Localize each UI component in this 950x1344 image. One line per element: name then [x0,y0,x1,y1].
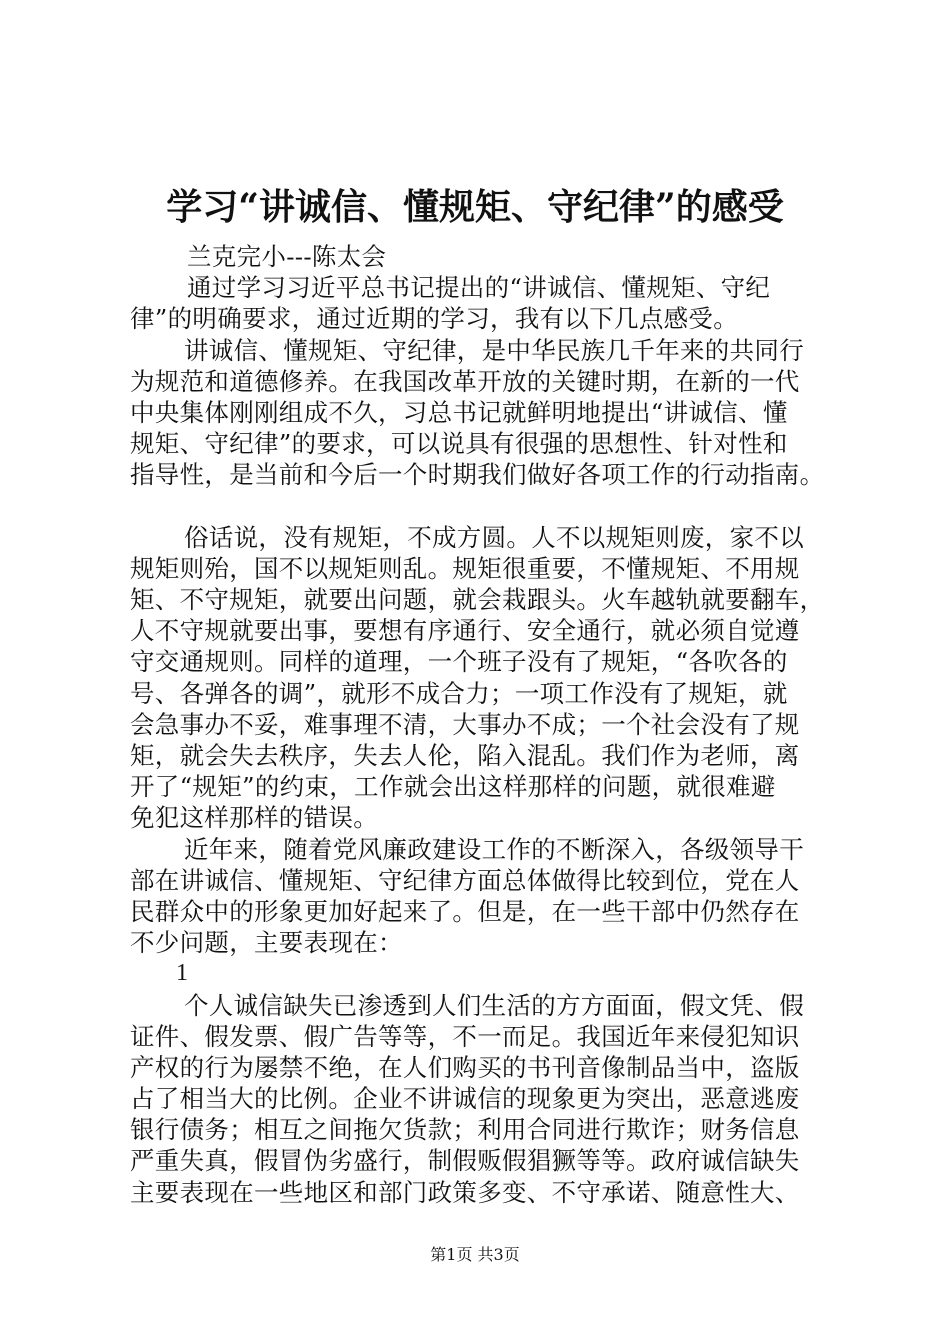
paragraph-line: 证件、假发票、假广告等等，不一而足。我国近年来侵犯知识 [130,1021,800,1051]
paragraph-line: 免犯这样那样的错误。 [130,803,378,833]
paragraph-line: 近年来，随着党风廉政建设工作的不断深入，各级领导干 [184,834,804,864]
paragraph-line: 中央集体刚刚组成不久，习总书记就鲜明地提出“讲诚信、懂 [130,397,788,427]
page-footer: 第1页 共3页 [430,1245,520,1264]
paragraph-line: 产权的行为屡禁不绝，在人们购买的书刊音像制品当中，盗版 [130,1052,800,1082]
paragraph-line: 开了“规矩”的约束，工作就会出这样那样的问题，就很难避 [130,772,776,802]
document-title: 学习“讲诚信、懂规矩、守纪律”的感受 [166,186,784,228]
paragraph-line: 矩，就会失去秩序，失去人伦，陷入混乱。我们作为老师，离 [130,741,800,770]
paragraph-line: 俗话说，没有规矩，不成方圆。人不以规矩则废，家不以 [184,522,804,552]
paragraph-line: 守交通规则。同样的道理，一个班子没有了规矩，“各吹各的 [130,647,788,677]
paragraph-line: 律”的明确要求，通过近期的学习，我有以下几点感受。 [130,304,739,334]
paragraph-line: 银行债务；相互之间拖欠货款；利用合同进行欺诈；财务信息 [130,1115,800,1145]
paragraph-line: 占了相当大的比例。企业不讲诚信的现象更为突出，恶意逃废 [130,1084,800,1114]
paragraph-line: 个人诚信缺失已渗透到人们生活的方方面面，假文凭、假 [184,990,804,1020]
paragraph-line: 会急事办不妥，难事理不清，大事办不成；一个社会没有了规 [130,709,800,739]
paragraph-line: 规矩则殆，国不以规矩则乱。规矩很重要，不懂规矩、不用规 [130,553,800,583]
paragraph-line: 规矩、守纪律”的要求，可以说具有很强的思想性、针对性和 [130,429,788,459]
paragraph-spacer [130,491,835,522]
section-number: 1 [176,960,189,987]
paragraph-line: 人不守规就要出事，要想有序通行、安全通行，就必须自觉遵 [130,616,800,646]
paragraph-line: 通过学习习近平总书记提出的“讲诚信、懂规矩、守纪 [187,273,771,303]
paragraph-line: 矩、不守规矩，就要出问题，就会栽跟头。火车越轨就要翻车， [130,585,825,615]
paragraph-line: 讲诚信、懂规矩、守纪律，是中华民族几千年来的共同行 [184,335,804,365]
paragraph-line: 为规范和道德修养。在我国改革开放的关键时期，在新的一代 [130,366,800,396]
document-body [130,241,835,1208]
paragraph-line: 指导性，是当前和今后一个时期我们做好各项工作的行动指南。 [130,460,825,490]
paragraph-line: 部在讲诚信、懂规矩、守纪律方面总体做得比较到位，党在人 [130,865,800,895]
paragraph-line: 主要表现在一些地区和部门政策多变、不守承诺、随意性大、 [130,1177,800,1207]
paragraph-line: 不少问题，主要表现在： [130,928,403,958]
paragraph-line: 号、各弹各的调”，就形不成合力；一项工作没有了规矩，就 [130,678,788,708]
author-line: 兰克完小---陈太会 [187,242,387,271]
paragraph-line: 民群众中的形象更加好起来了。但是，在一些干部中仍然存在 [130,896,800,926]
paragraph-line: 严重失真，假冒伪劣盛行，制假贩假猖獗等等。政府诚信缺失 [130,1146,800,1176]
